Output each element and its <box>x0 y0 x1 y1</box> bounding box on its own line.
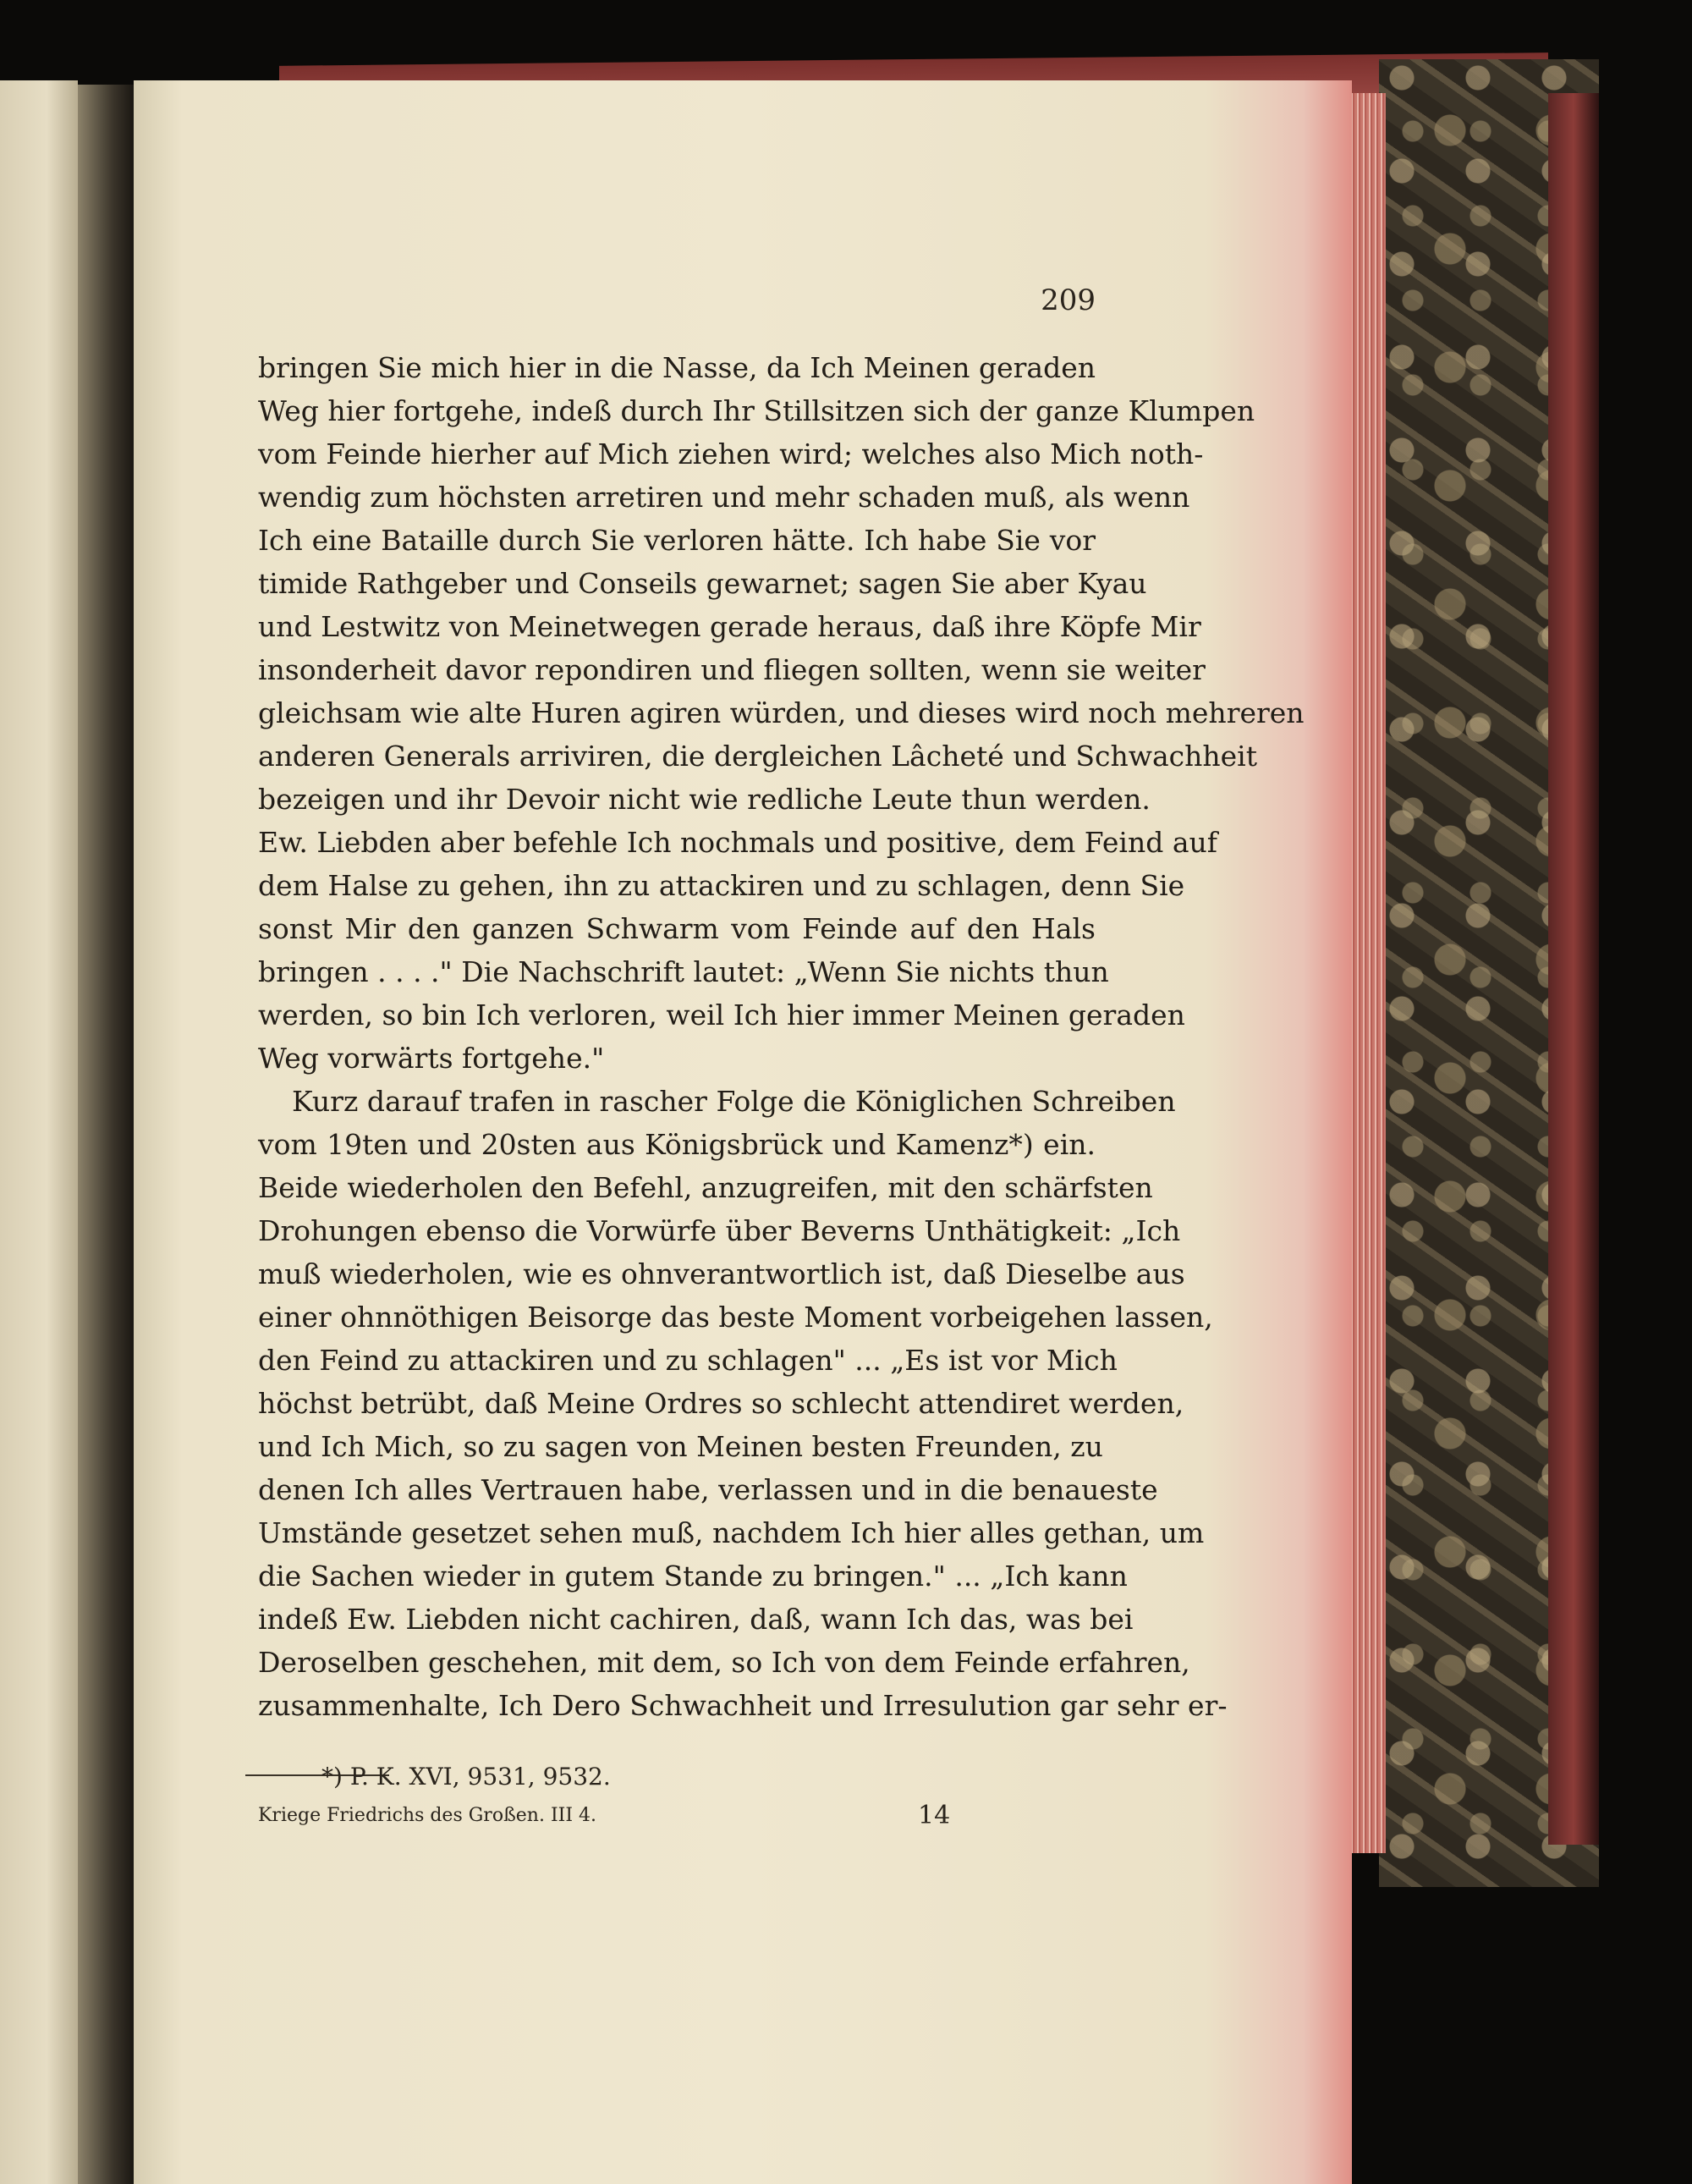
page-number: 209 <box>1041 283 1096 317</box>
text-line: denen Ich alles Vertrauen habe, verlassen und in die benaueste <box>258 1473 1158 1506</box>
text-line: Drohungen ebenso die Vorwürfe über Beverns Unthätigkeit: „Ich <box>258 1214 1181 1247</box>
text-line: bringen Sie mich hier in die Nasse, da Ich Meinen geraden <box>258 351 1096 384</box>
text-line: einer ohnnöthigen Beisorge das beste Moment vorbeigehen lassen, <box>258 1301 1213 1334</box>
text-line: und Lestwitz von Meinetwegen gerade heraus, daß ihre Köpfe Mir <box>258 610 1201 643</box>
text-line: anderen Generals arriviren, die dergleichen Lâcheté und Schwachheit <box>258 740 1257 773</box>
sheet-number: 14 <box>918 1801 951 1830</box>
text-line: Deroselben geschehen, mit dem, so Ich von dem Feinde erfahren, <box>258 1646 1190 1679</box>
text-line: Weg hier fortgehe, indeß durch Ihr Stillsitzen sich der ganze Klumpen <box>258 394 1255 427</box>
text-line: bezeigen und ihr Devoir nicht wie redliche Leute thun werden. <box>258 783 1151 816</box>
text-line: sonst Mir den ganzen Schwarm vom Feinde auf den Hals <box>258 912 1096 945</box>
text-line: insonderheit davor repondiren und fliegen sollten, wenn sie weiter <box>258 653 1206 686</box>
text-line: Umstände gesetzet sehen muß, nachdem Ich hier alles gethan, um <box>258 1516 1205 1549</box>
text-line: und Ich Mich, so zu sagen von Meinen besten Freunden, zu <box>258 1430 1103 1463</box>
text-line: vom 19ten und 20sten aus Königsbrück und Kamenz*) ein. <box>258 1128 1096 1161</box>
text-line: werden, so bin Ich verloren, weil Ich hier immer Meinen geraden <box>258 998 1185 1031</box>
text-line: timide Rathgeber und Conseils gewarnet; sagen Sie aber Kyau <box>258 567 1147 600</box>
text-line: Ich eine Bataille durch Sie verloren hätte. Ich habe Sie vor <box>258 524 1096 557</box>
footnote: *) P. K. XVI, 9531, 9532. <box>321 1763 611 1791</box>
text-line: Beide wiederholen den Befehl, anzugreifen, mit den schärfsten <box>258 1171 1153 1204</box>
text-line: gleichsam wie alte Huren agiren würden, und dieses wird noch mehreren <box>258 696 1305 729</box>
text-line: indeß Ew. Liebden nicht cachiren, daß, wann Ich das, was bei <box>258 1603 1134 1636</box>
book-gutter <box>78 85 137 2184</box>
text-line: bringen . . . ." Die Nachschrift lautet: „Wenn Sie nichts thun <box>258 955 1109 988</box>
text-line: wendig zum höchsten arretiren und mehr schaden muß, als wenn <box>258 481 1190 514</box>
text-line: den Feind zu attackiren und zu schlagen" ... „Es ist vor Mich <box>258 1344 1118 1377</box>
text-line: Ew. Liebden aber befehle Ich nochmals und positive, dem Feind auf <box>258 826 1217 859</box>
text-line: die Sachen wieder in gutem Stande zu bringen." ... „Ich kann <box>258 1560 1128 1593</box>
signature-line: Kriege Friedrichs des Großen. III 4. <box>258 1805 596 1826</box>
text-line: muß wiederholen, wie es ohnverantwortlich ist, daß Dieselbe aus <box>258 1257 1185 1290</box>
text-line: zusammenhalte, Ich Dero Schwachheit und Irresulution gar sehr er- <box>258 1689 1228 1722</box>
text-line: höchst betrübt, daß Meine Ordres so schlecht attendiret werden, <box>258 1387 1184 1420</box>
left-page-edge <box>0 80 78 2184</box>
text-line: vom Feinde hierher auf Mich ziehen wird; welches also Mich noth- <box>258 437 1204 470</box>
cover-edge <box>1548 93 1599 1845</box>
text-line: Weg vorwärts fortgehe." <box>258 1042 605 1075</box>
text-line: Kurz darauf trafen in rascher Folge die Königlichen Schreiben <box>292 1085 1176 1118</box>
text-line: dem Halse zu gehen, ihn zu attackiren und zu schlagen, denn Sie <box>258 869 1185 902</box>
